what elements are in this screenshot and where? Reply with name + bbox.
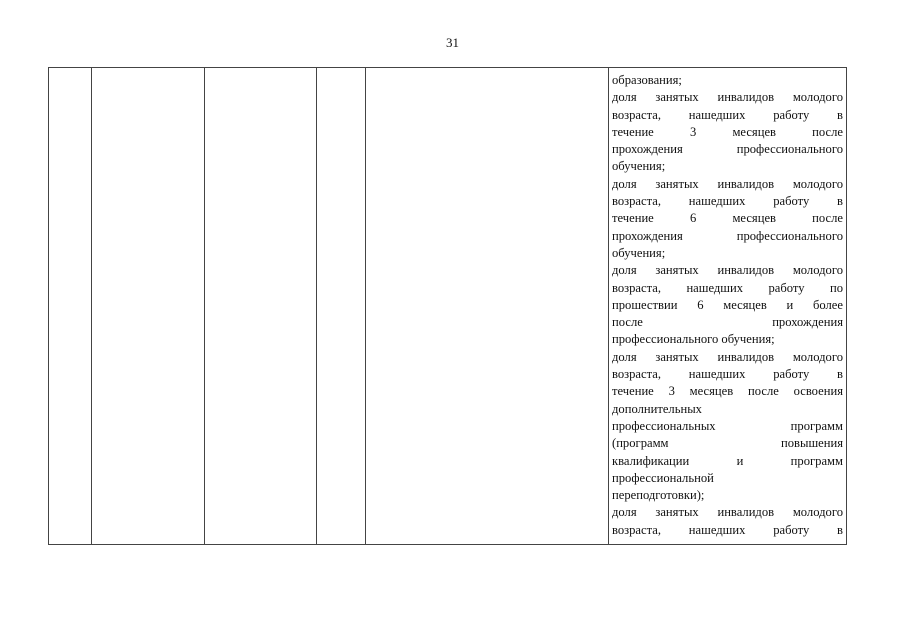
text-line: прохождения профессионального: [612, 228, 843, 243]
text-line: возраста, нашедших работу в: [612, 107, 843, 122]
text-line: течение 3 месяцев после освоения: [612, 384, 843, 399]
table-cell-3: [205, 68, 317, 545]
text-line: возраста, нашедших работу по: [612, 280, 843, 295]
text-line: образования;: [612, 73, 682, 87]
text-line: течение 6 месяцев после: [612, 211, 843, 226]
text-line: прошествии 6 месяцев и более: [612, 297, 843, 312]
text-line: течение 3 месяцев после: [612, 124, 843, 139]
table-cell-5: [366, 68, 609, 545]
text-line: обучения;: [612, 245, 666, 260]
text-line: доля занятых инвалидов молодого: [612, 505, 843, 520]
text-line: (программ повышения: [612, 436, 843, 451]
page-number: 31: [446, 35, 459, 50]
text-line: после прохождения: [612, 315, 843, 330]
table-cell-4: [317, 68, 366, 545]
text-line: возраста, нашедших работу в: [612, 522, 843, 537]
text-line: доля занятых инвалидов молодого: [612, 263, 843, 278]
indicator-text: [609, 68, 846, 542]
text-line: доля занятых инвалидов молодого: [612, 349, 843, 364]
table-cell-2: [92, 68, 205, 545]
text-line: профессиональных программ: [612, 418, 843, 433]
text-line: профессионального обучения;: [612, 332, 775, 347]
text-line: доля занятых инвалидов молодого: [612, 90, 843, 105]
text-line: квалификации и программ: [612, 453, 843, 468]
document-table: [48, 67, 847, 545]
text-line: профессиональной: [612, 470, 714, 485]
text-line: дополнительных: [612, 401, 702, 416]
table-cell-indicators: [609, 68, 847, 545]
table-row: [49, 68, 847, 545]
text-line: обучения;: [612, 159, 666, 174]
text-line: возраста, нашедших работу в: [612, 367, 843, 382]
text-line: возраста, нашедших работу в: [612, 194, 843, 209]
text-line: переподготовки);: [612, 488, 705, 503]
table-cell-1: [49, 68, 92, 545]
text-line: доля занятых инвалидов молодого: [612, 176, 843, 191]
text-line: прохождения профессионального: [612, 142, 843, 157]
